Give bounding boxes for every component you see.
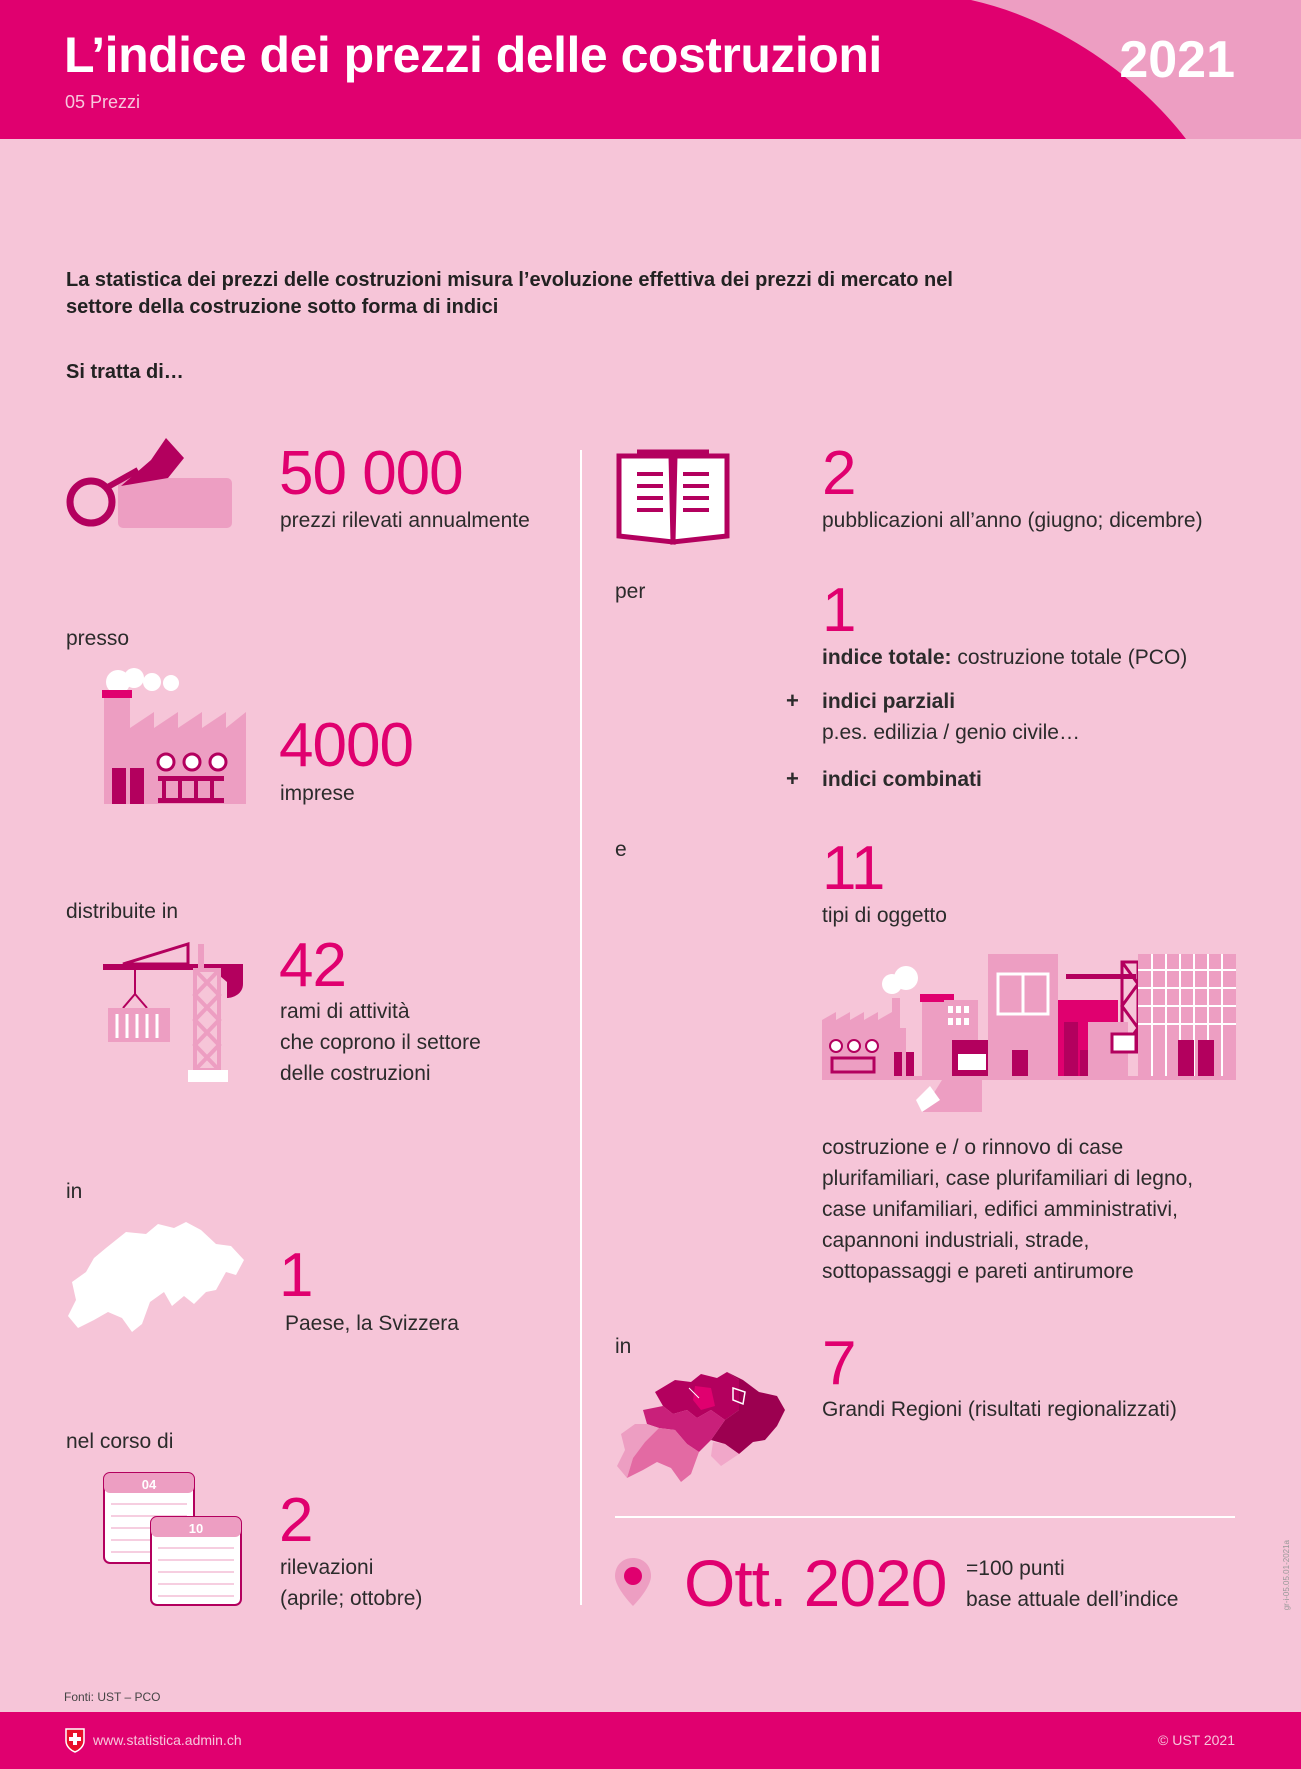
country-label: Paese, la Svizzera bbox=[285, 1312, 459, 1335]
connector-in-right: in bbox=[615, 1335, 632, 1358]
plus-sign-1: + bbox=[786, 688, 799, 713]
objects-desc-line1: costruzione e / o rinnovo di case bbox=[822, 1136, 1124, 1159]
index-total-bold: indice totale: bbox=[822, 646, 952, 669]
objects-desc-line3: case unifamiliari, edifici amministrativi, bbox=[822, 1198, 1178, 1221]
index-value: 1 bbox=[822, 576, 856, 645]
year-label: 2021 bbox=[1119, 31, 1235, 89]
surveys-line2: (aprile; ottobre) bbox=[280, 1587, 423, 1610]
partial-indices-sub: p.es. edilizia / genio civile… bbox=[822, 721, 1080, 744]
book-icon bbox=[615, 448, 731, 548]
branches-value: 42 bbox=[279, 931, 346, 1000]
index-total bbox=[822, 642, 1187, 673]
regions-label: Grandi Regioni (risultati regionalizzati) bbox=[822, 1398, 1177, 1421]
footer-url-link[interactable]: www.statistica.admin.ch bbox=[93, 1732, 242, 1748]
firms-label: imprese bbox=[280, 782, 355, 805]
surveys-line1: rilevazioni bbox=[280, 1556, 374, 1579]
publications-value: 2 bbox=[822, 439, 856, 508]
buildings-icon bbox=[822, 950, 1236, 1112]
objects-desc-line2: plurifamiliari, case plurifamiliari di legno, bbox=[822, 1167, 1194, 1190]
location-pin-icon bbox=[614, 1556, 652, 1608]
regions-value: 7 bbox=[822, 1329, 856, 1398]
prices-value: 50 000 bbox=[279, 439, 463, 508]
page-title: L’indice dei prezzi delle costruzioni bbox=[64, 27, 882, 83]
combined-indices-label: indici combinati bbox=[822, 768, 982, 791]
crane-icon bbox=[103, 942, 243, 1082]
calendar-icon bbox=[103, 1472, 243, 1607]
base-line1: =100 punti bbox=[966, 1557, 1065, 1580]
connector-distribuite: distribuite in bbox=[66, 900, 179, 923]
publications-label: pubblicazioni all’anno (giugno; dicembre) bbox=[822, 509, 1203, 532]
calendar-month-2: 10 bbox=[188, 1521, 204, 1536]
objects-desc-line5: sottopassaggi e pareti antirumore bbox=[822, 1260, 1134, 1283]
connector-presso: presso bbox=[66, 627, 130, 650]
connector-in-left: in bbox=[66, 1180, 83, 1203]
calendar-month-1: 04 bbox=[141, 1477, 157, 1492]
regions-map-icon bbox=[615, 1370, 785, 1482]
price-tag-icon bbox=[66, 438, 236, 530]
column-divider bbox=[580, 450, 582, 1605]
intro-text: La statistica dei prezzi delle costruzioni misura l’evoluzione effettiva dei prezzi di mercato nel settore della costruzione sotto forma di indici bbox=[66, 269, 953, 318]
partial-indices-label: indici parziali bbox=[822, 690, 956, 713]
document-code: gr-i-05.05.01-2021a bbox=[1282, 1540, 1291, 1611]
sources-text: Fonti: UST – PCO bbox=[64, 1690, 161, 1704]
factory-icon bbox=[100, 668, 250, 804]
lead-text: Si tratta di… bbox=[66, 361, 184, 383]
surveys-value: 2 bbox=[279, 1486, 313, 1555]
switzerland-map-icon bbox=[66, 1220, 246, 1335]
section-divider bbox=[615, 1516, 1235, 1518]
connector-e: e bbox=[615, 838, 627, 861]
base-line2: base attuale dell’indice bbox=[966, 1588, 1179, 1611]
country-value: 1 bbox=[279, 1241, 313, 1310]
plus-sign-2: + bbox=[786, 766, 799, 791]
page-subtitle: 05 Prezzi bbox=[65, 92, 141, 112]
footer-copyright: © UST 2021 bbox=[1158, 1732, 1235, 1748]
connector-corso: nel corso di bbox=[66, 1430, 174, 1453]
swiss-shield-icon bbox=[64, 1727, 86, 1753]
objects-value: 11 bbox=[822, 834, 885, 903]
objects-desc-line4: capannoni industriali, strade, bbox=[822, 1229, 1090, 1252]
prices-label: prezzi rilevati annualmente bbox=[280, 509, 530, 532]
connector-per: per bbox=[615, 580, 646, 603]
branches-line1: rami di attività bbox=[280, 1000, 410, 1023]
branches-line3: delle costruzioni bbox=[280, 1062, 431, 1085]
index-total-rest: costruzione totale (PCO) bbox=[951, 646, 1188, 669]
firms-value: 4000 bbox=[279, 711, 413, 780]
base-value: Ott. 2020 bbox=[684, 1546, 947, 1620]
branches-line2: che coprono il settore bbox=[280, 1031, 481, 1054]
objects-label: tipi di oggetto bbox=[822, 904, 947, 927]
